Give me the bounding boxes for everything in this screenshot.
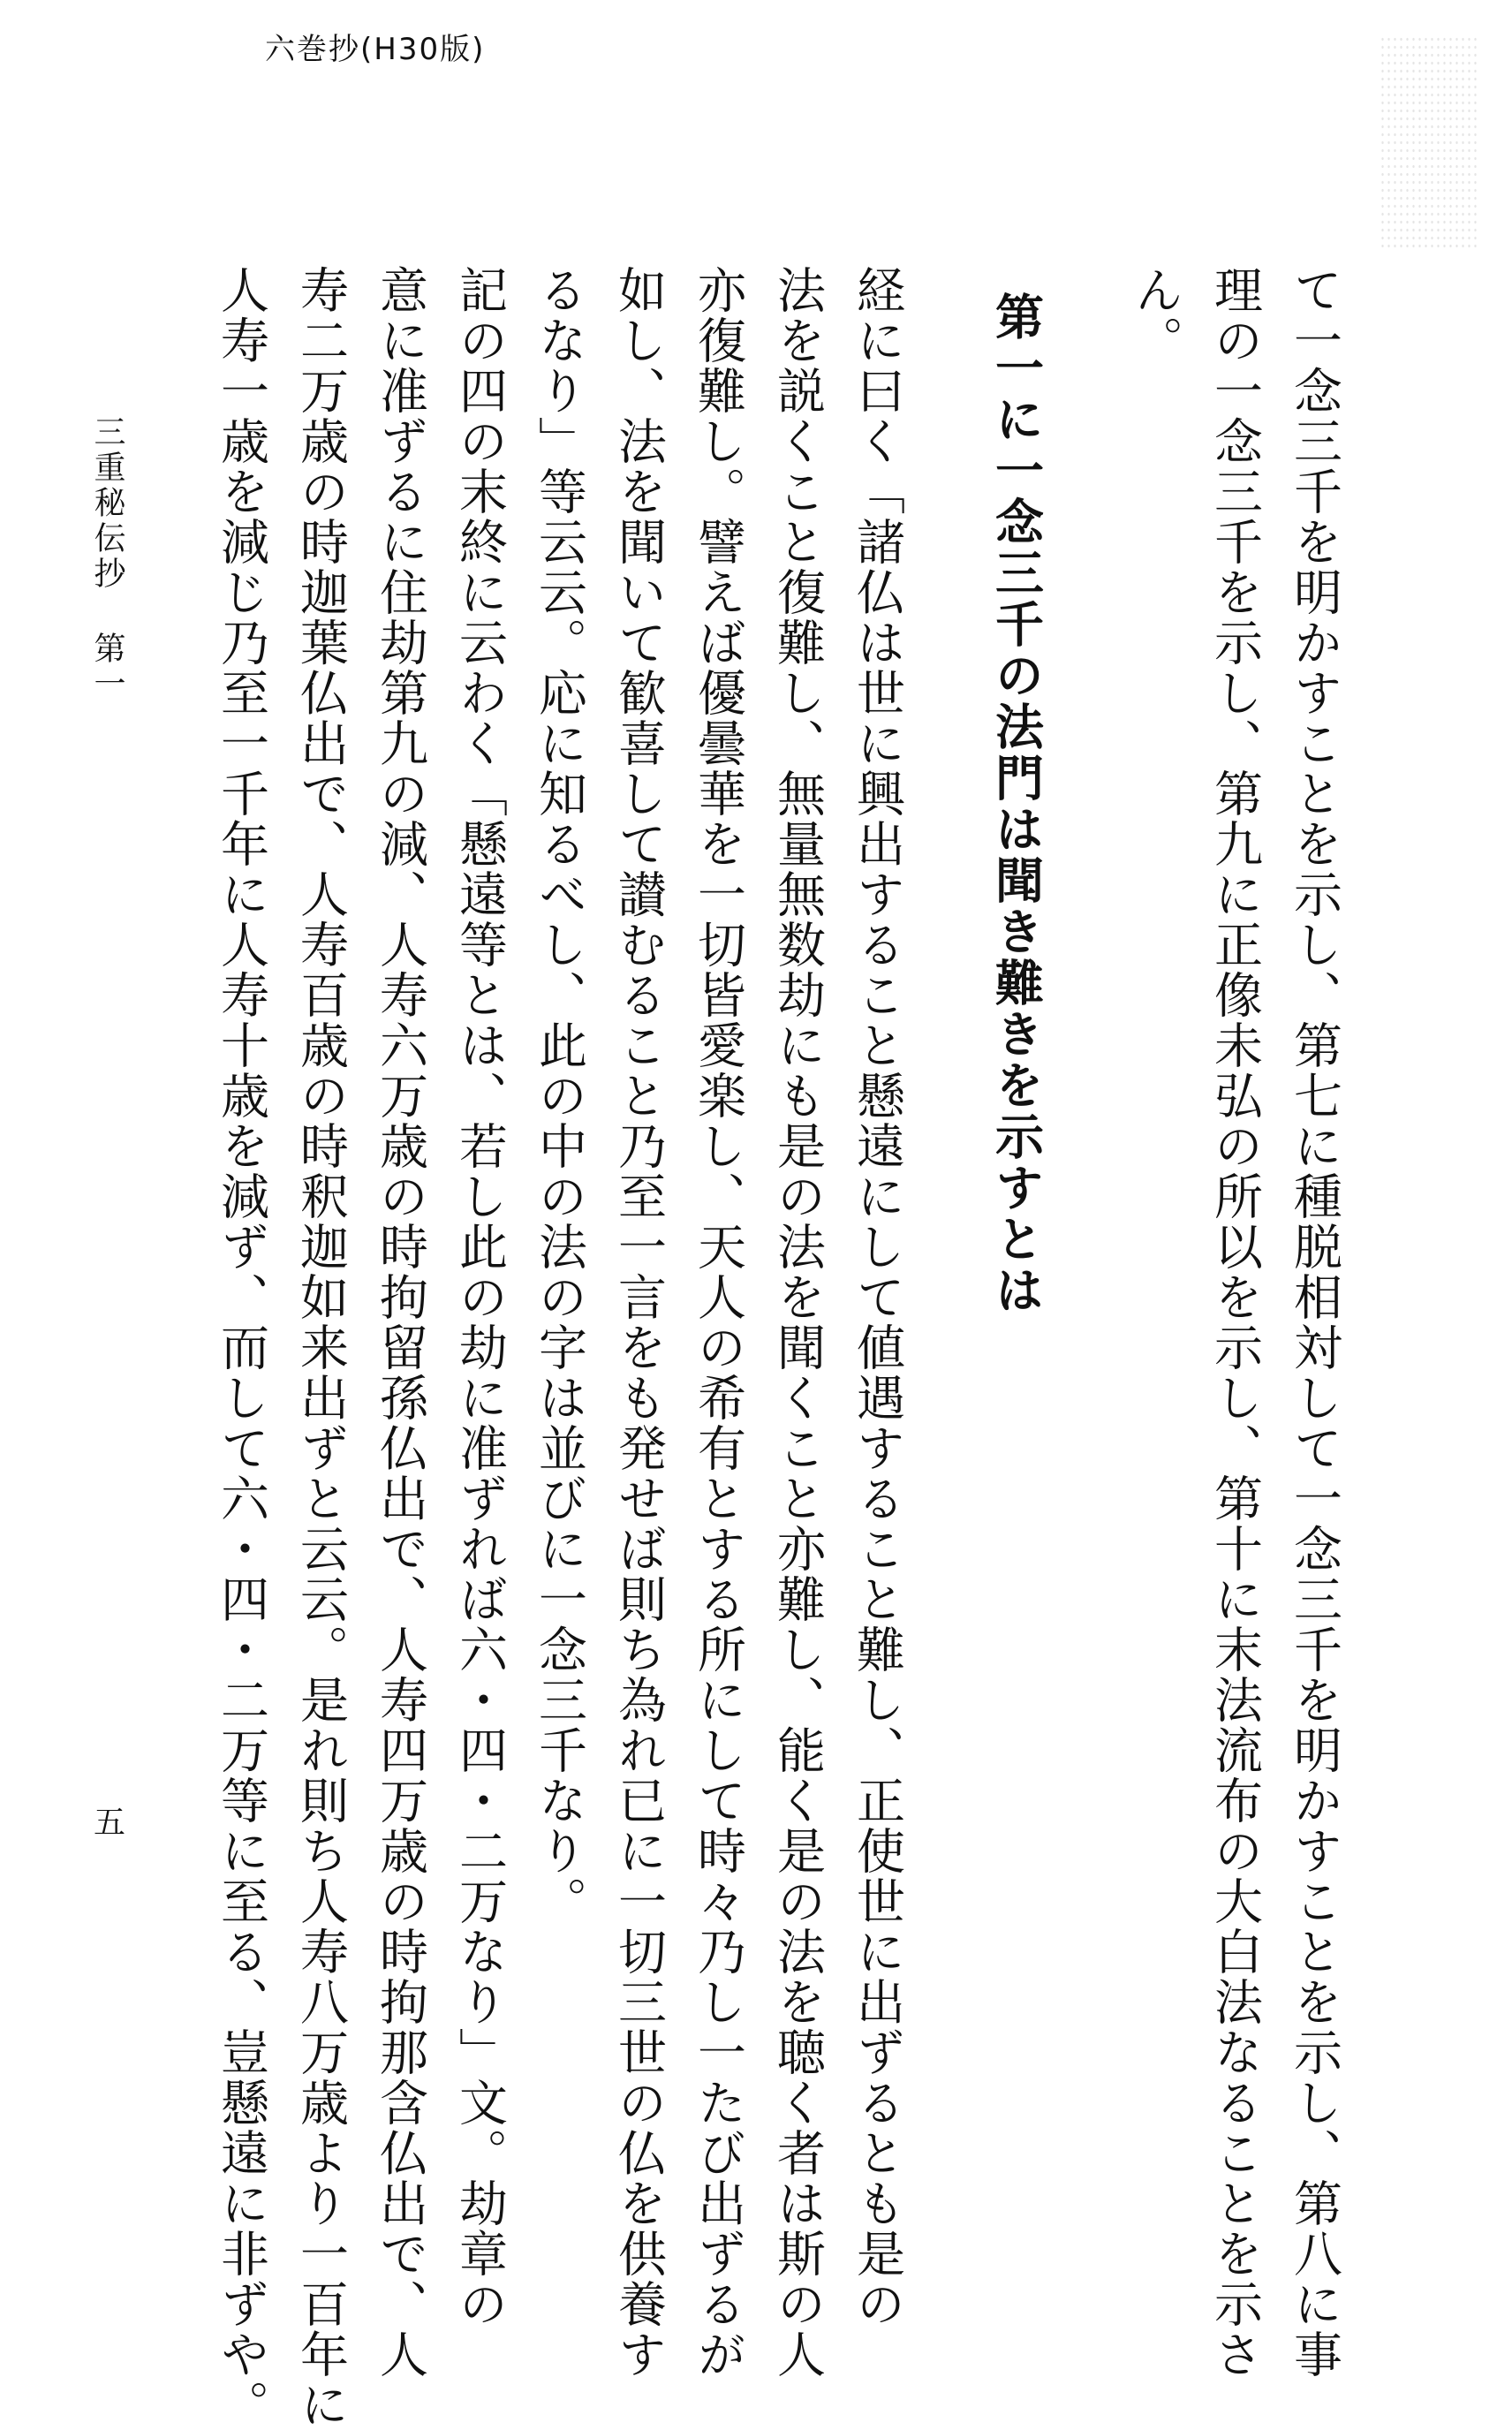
text-column-1: て一念三千を明かすことを示し、第七に種脱相対して一念三千を明かすことを示し、第八に事 bbox=[1286, 265, 1342, 2380]
text-column-7: 亦復難し。譬えば優曇華を一切皆愛楽し、天人の希有とする所にして時々乃し一たび出ずるが bbox=[690, 265, 746, 2380]
text-column-10: 記の四の末終に云わく「懸遠等とは、若し此の劫に准ずれば六・四・二万なり」文。劫章の bbox=[451, 265, 508, 2329]
text-column-5: 経に曰く「諸仏は世に興出すること懸遠にして値遇すること難し、正使世に出ずるとも是の bbox=[849, 265, 905, 2329]
page-number: 五 bbox=[94, 1805, 126, 1841]
book-title: 六巻抄(H30版) bbox=[265, 32, 486, 67]
text-column-3: ん。 bbox=[1127, 265, 1183, 366]
section-heading: 第一に一念三千の法門は聞き難きを示すとは bbox=[987, 291, 1044, 1316]
text-column-9: るなり」等云云。応に知るべし、此の中の法の字は並びに一念三千なり。 bbox=[531, 265, 587, 1927]
text-column-6: 法を説くこと復難し、無量無数劫にも是の法を聞くこと亦難し、能く是の法を聴く者は斯の人 bbox=[769, 265, 826, 2380]
text-column-13: 人寿一歳を減じ乃至一千年に人寿十歳を減ず、而して六・四・二万等に至る、豈懸遠に非ずや。 bbox=[213, 265, 269, 2430]
section-title: 三重秘伝抄 第一 bbox=[89, 415, 125, 702]
text-column-12: 寿二万歳の時迦葉仏出で、人寿百歳の時釈迦如来出ずと云云。是れ則ち人寿八万歳より一百年に bbox=[292, 265, 349, 2430]
text-column-11: 意に准ずるに住劫第九の減、人寿六万歳の時拘留孫仏出で、人寿四万歳の時拘那含仏出で、人 bbox=[372, 265, 428, 2380]
text-column-8: 如し、法を聞いて歓喜して讃むること乃至一言をも発せば則ち為れ已に一切三世の仏を供養す bbox=[610, 265, 667, 2380]
scan-speckle bbox=[1380, 35, 1477, 247]
text-column-2: 理の一念三千を示し、第九に正像未弘の所以を示し、第十に末法流布の大白法なることを示さ bbox=[1206, 265, 1263, 2380]
